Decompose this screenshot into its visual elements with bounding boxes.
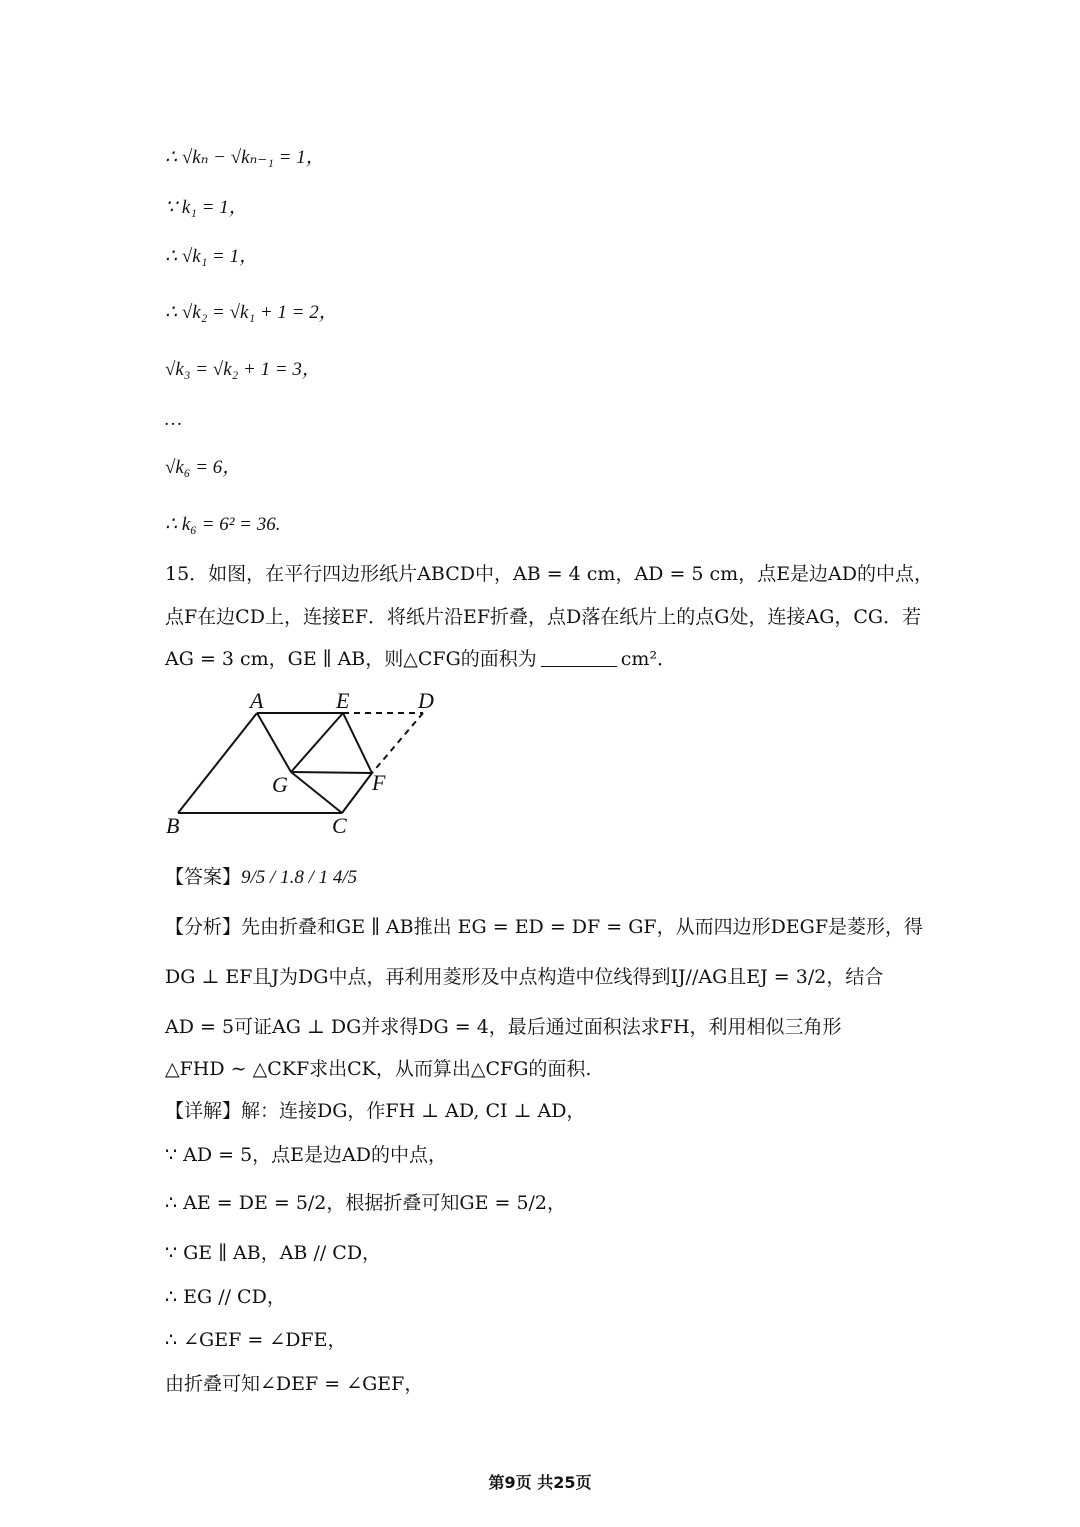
detail-line-5: ∴ EG // CD， [165,1286,286,1308]
derivation-line-1: ∴ √kₙ − √kₙ₋₁ = 1， [165,147,325,168]
detail-line-1 [165,1102,585,1121]
label-C: C [332,813,347,838]
segment-GF [291,772,372,773]
derivation-line-4: ∴ √k₂ = √k₁ + 1 = 2， [165,302,338,323]
derivation-line-3: ∴ √k₁ = 1， [165,246,259,267]
label-D: D [418,688,434,713]
problem-text-line-1: 15．如图，在平行四边形纸片ABCD中，AB = 4 cm，AD = 5 cm，点E是边AD的中点， [165,563,934,585]
segment-FC [342,773,372,813]
analysis-tag: 【分析】 [165,916,242,938]
detail-text-1: 解：连接DG，作FH ⊥ AD, CI ⊥ AD， [241,1100,586,1122]
label-F: F [372,770,386,795]
detail-line-4: ∵ GE ∥ AB，AB // CD， [165,1242,382,1264]
problem-text-line-3b: cm²． [620,648,677,670]
analysis-line-1 [165,918,923,937]
answer-blank [541,666,617,667]
derivation-line-8: ∴ k₆ = 6² = 36. [165,514,281,535]
detail-line-3: ∴ AE = DE = 5/2，根据折叠可知GE = 5/2， [165,1192,567,1214]
analysis-line-2: DG ⊥ EF且J为DG中点，再利用菱形及中点构造中位线得到IJ//AG且EJ = 3/2，结合 [165,966,884,988]
label-E: E [336,688,350,713]
segment-BA [178,713,257,813]
segment-GE [291,713,343,772]
derivation-line-5: √k₃ = √k₂ + 1 = 3， [165,359,321,380]
derivation-line-2: ∵ k₁ = 1， [165,197,248,218]
derivation-ellipsis: … [165,409,182,430]
analysis-line-4: △FHD ∼ △CKF求出CK，从而算出△CFG的面积. [165,1058,592,1080]
answer-line [165,868,357,887]
detail-line-6: ∴ ∠GEF = ∠DFE， [165,1329,347,1351]
parallelogram-figure [160,686,450,846]
detail-line-7: 由折叠可知∠DEF = ∠GEF， [165,1373,424,1395]
segment-GC [291,772,342,813]
label-G: G [272,772,288,797]
segment-DF-dashed [372,713,423,773]
detail-tag: 【详解】 [165,1100,242,1122]
derivation-line-7: √k₆ = 6， [165,457,242,478]
segment-AG [257,713,291,772]
answer-tag: 【答案】 [165,866,242,888]
problem-text-line-3a: AG = 3 cm，GE ∥ AB，则△CFG的面积为 [165,648,537,670]
problem-text-line-2: 点F在边CD上，连接EF．将纸片沿EF折叠，点D落在纸片上的点G处，连接AG，CG．若 [165,606,922,628]
analysis-text-1: 先由折叠和GE ∥ AB推出 EG = ED = DF = GF，从而四边形DEGF是菱形，得 [241,916,924,938]
segment-EF [343,713,372,773]
problem-text-line-3 [165,650,676,669]
label-B: B [166,813,180,838]
label-A: A [250,688,264,713]
analysis-line-3: AD = 5可证AG ⊥ DG并求得DG = 4，最后通过面积法求FH，利用相似三角形 [165,1016,842,1038]
answer-value: 9/5 / 1.8 / 1 4/5 [241,867,358,888]
detail-line-2: ∵ AD = 5，点E是边AD的中点， [165,1144,447,1166]
page-footer: 第9页 共25页 [488,1473,592,1492]
